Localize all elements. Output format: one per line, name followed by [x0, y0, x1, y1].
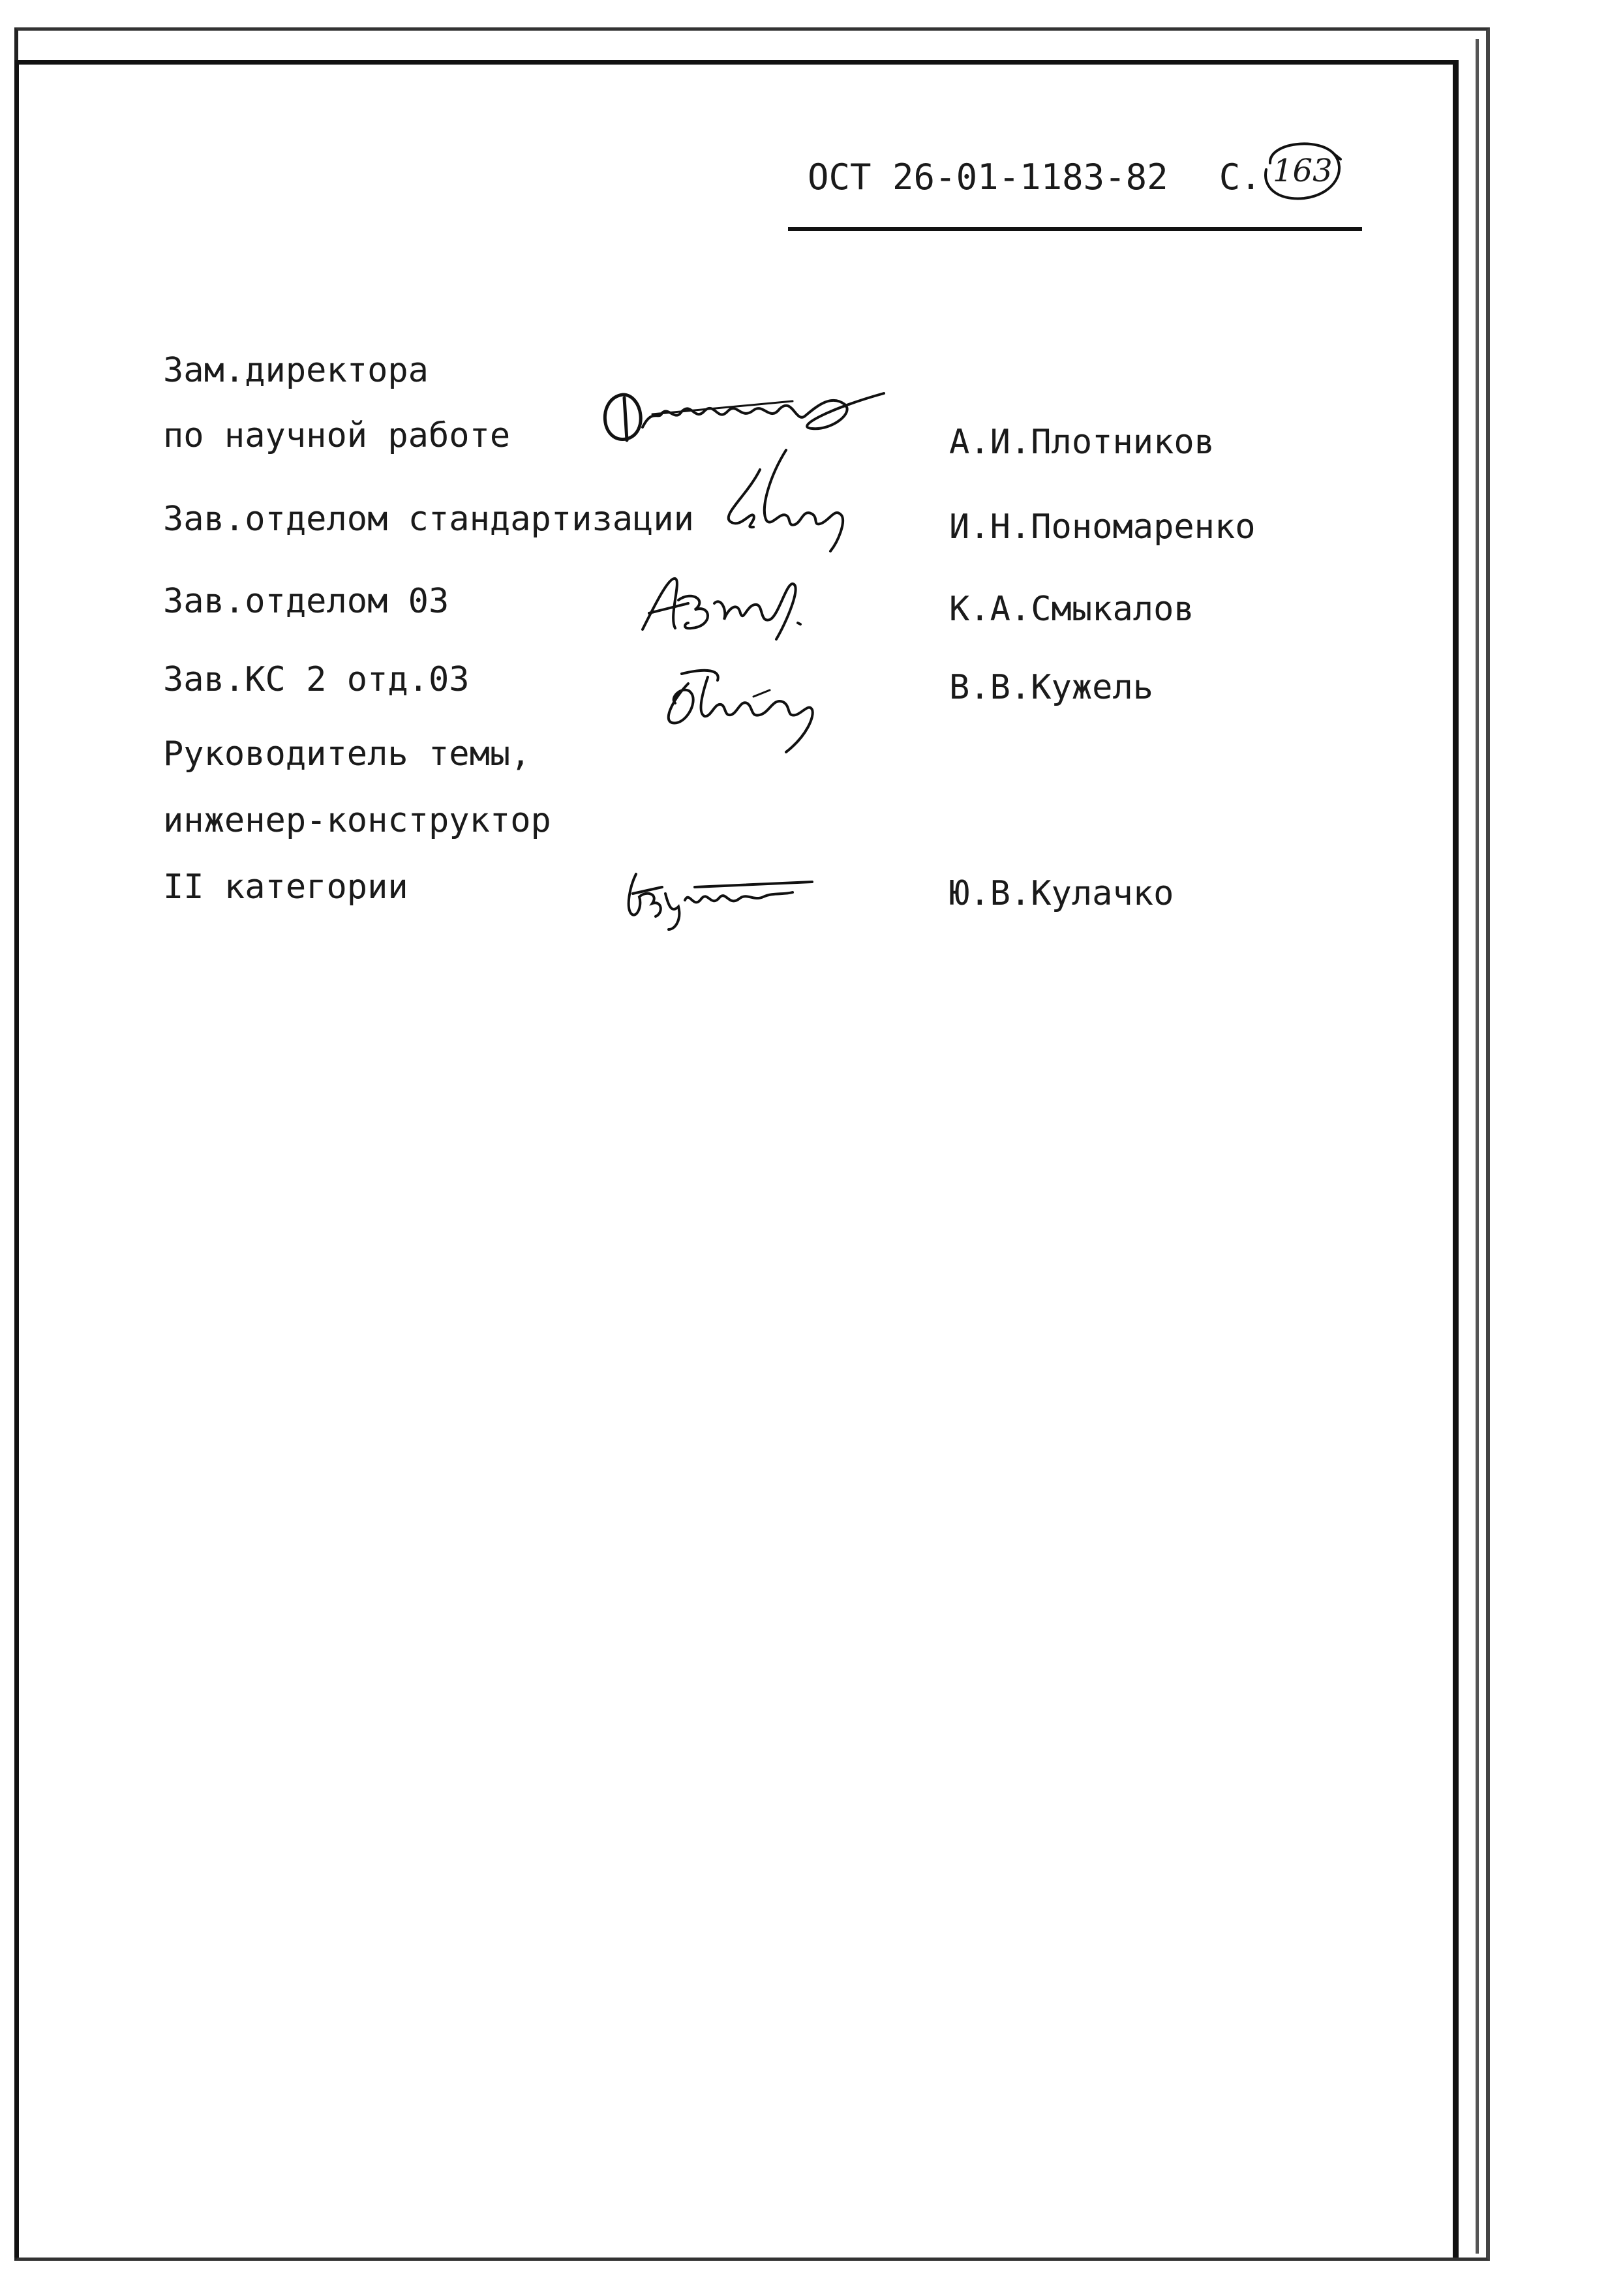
outer-frame-right-edge — [1476, 39, 1479, 2254]
document-code: ОСТ 26-01-1183-82 — [808, 157, 1168, 198]
signatory-2-name: И.Н.Пономаренко — [949, 507, 1256, 547]
signatory-1-name: А.И.Плотников — [949, 423, 1215, 462]
signatory-1-title-line-1: Зам.директора — [163, 351, 429, 390]
signature-5-icon — [616, 861, 825, 933]
signatory-2-title-line-1: Зав.отделом стандартизации — [163, 500, 694, 539]
page-prefix: С. — [1219, 157, 1262, 198]
signature-2-icon — [714, 444, 864, 554]
signatory-5-title-line-2: инженер-конструктор — [163, 801, 551, 840]
signatory-5-title-line-3: II категории — [163, 868, 408, 907]
signatory-4-title-line-1: Зав.КС 2 отд.03 — [163, 660, 470, 699]
signature-4-icon — [656, 657, 832, 755]
header-rule — [788, 227, 1362, 231]
signatory-3-name: К.А.Смыкалов — [949, 590, 1194, 629]
page-number-circle — [1257, 130, 1348, 211]
signatory-4-name: В.В.Кужель — [949, 668, 1154, 707]
signatory-5-name: Ю.В.Кулачко — [949, 874, 1174, 913]
signatory-3-title-line-1: Зав.отделом 03 — [163, 582, 449, 621]
document-header — [808, 157, 1262, 198]
signature-3-icon — [629, 564, 838, 642]
signatory-1-title-line-2: по научной работе — [163, 416, 511, 455]
page-number: 163 — [1273, 153, 1333, 189]
signatory-5-title-line-1: Руководитель темы, — [163, 734, 531, 774]
